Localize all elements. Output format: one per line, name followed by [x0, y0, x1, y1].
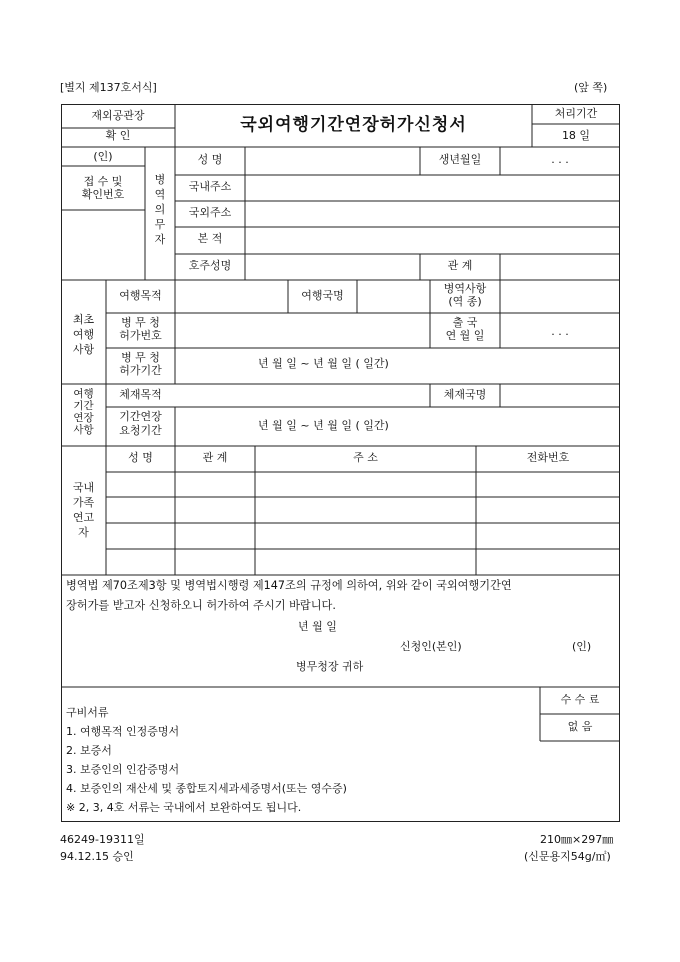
- stay-purpose-field[interactable]: [177, 386, 428, 405]
- permit-period-field[interactable]: 년 월 일 ~ 년 월 일 ( 일간): [258, 357, 389, 370]
- document-item: 4. 보증인의 재산세 및 종합토지세과세증명서(또는 영수증): [66, 782, 347, 795]
- name-label: 성 명: [197, 153, 223, 166]
- stay-country-field[interactable]: [502, 386, 618, 405]
- page-side: (앞 쪽): [574, 81, 608, 94]
- paper-size: 210㎜×297㎜: [540, 833, 614, 846]
- family-address-header: 주 소: [353, 451, 378, 464]
- document-item: 1. 여행목적 인정증명서: [66, 725, 180, 738]
- statement-line-2: 장허가를 받고자 신청하오니 허가하여 주시기 바랍니다.: [66, 599, 336, 612]
- extension-label: 기간연장: [119, 410, 162, 423]
- departure-label: 출 국: [452, 316, 478, 329]
- travel-country-field[interactable]: [359, 282, 428, 311]
- household-head-label: 호주성명: [188, 259, 232, 272]
- family-row[interactable]: [108, 499, 618, 521]
- statement-line-1: 병역법 제70조제3항 및 병역법시행령 제147조의 규정에 의하여, 위와 같이 국외여행기간연: [66, 579, 512, 592]
- document-note: ※ 2, 3, 4호 서류는 국내에서 보완하여도 됩니다.: [66, 801, 302, 814]
- initial-travel-section-label: 최초 여행 사항: [72, 313, 95, 356]
- processing-period-value: 18 일: [561, 129, 591, 142]
- travel-purpose-field[interactable]: [177, 282, 286, 311]
- processing-period-label: 처리기간: [554, 107, 598, 120]
- requested-period-field[interactable]: 년 월 일 ~ 년 월 일 ( 일간): [258, 419, 389, 432]
- departure-date-label: 연 월 일: [445, 329, 485, 342]
- applicant-signature-label: 신청인(본인): [400, 640, 462, 653]
- consul-confirm-label: 확 인: [105, 129, 131, 142]
- application-date[interactable]: 년 월 일: [298, 620, 337, 633]
- requested-period-label: 요청기간: [119, 424, 162, 437]
- consul-seal: (인): [93, 150, 113, 163]
- military-status-field[interactable]: [502, 282, 618, 311]
- receipt-label: 접 수 및: [83, 175, 123, 188]
- departure-date-field[interactable]: . . .: [551, 325, 569, 338]
- required-documents-title: 구비서류: [66, 706, 109, 719]
- document-item: 3. 보증인의 인감증명서: [66, 763, 180, 776]
- household-head-field[interactable]: [248, 256, 418, 278]
- relation-label: 관 계: [447, 259, 473, 272]
- domestic-address-field[interactable]: [248, 177, 618, 199]
- paper-type: (신문용지54g/㎡): [524, 850, 611, 863]
- dob-label: 생년월일: [438, 153, 482, 166]
- relation-field[interactable]: [502, 256, 618, 278]
- form-code: 46249-19311일: [60, 833, 145, 846]
- overseas-address-field[interactable]: [248, 203, 618, 225]
- fee-value: 없 음: [567, 720, 593, 733]
- dob-field[interactable]: . . .: [551, 153, 569, 166]
- domicile-field[interactable]: [248, 229, 618, 252]
- military-status-label: 병역사항: [443, 282, 487, 295]
- form-reference: [별지 제137호서식]: [60, 81, 157, 94]
- domestic-address-label: 국내주소: [188, 180, 232, 193]
- extension-section-label: 여행 기간 연장 사항: [73, 388, 94, 436]
- consul-label: 재외공관장: [91, 109, 145, 122]
- receipt-number-label: 확인번호: [81, 188, 125, 201]
- military-obligor-label: 병 역 의 무 자: [154, 173, 166, 246]
- family-row[interactable]: [108, 551, 618, 573]
- travel-purpose-label: 여행목적: [119, 289, 162, 302]
- travel-country-label: 여행국명: [301, 289, 344, 302]
- family-row[interactable]: [108, 525, 618, 547]
- permit-number-field[interactable]: [177, 315, 428, 346]
- family-phone-header: 전화번호: [526, 451, 570, 464]
- approval-date: 94.12.15 승인: [60, 850, 134, 863]
- military-type-label: (역 종): [448, 295, 482, 308]
- addressee: 병무청장 귀하: [296, 660, 364, 673]
- applicant-seal[interactable]: (인): [572, 640, 592, 653]
- mma-label: 병 무 청: [121, 316, 160, 329]
- name-field[interactable]: [248, 149, 418, 173]
- family-name-header: 성 명: [128, 451, 153, 464]
- stay-country-label: 체재국명: [443, 388, 487, 401]
- fee-label: 수 수 료: [560, 693, 600, 706]
- family-relation-header: 관 계: [202, 451, 228, 464]
- family-row[interactable]: [108, 474, 618, 495]
- mma-period-label: 병 무 청: [121, 351, 160, 364]
- stay-purpose-label: 체재목적: [119, 388, 162, 401]
- permit-number-label: 허가번호: [119, 329, 162, 342]
- form-title: 국외여행기간연장허가신청서: [240, 115, 467, 135]
- family-section-label: 국내 가족 연고 자: [72, 481, 95, 539]
- overseas-address-label: 국외주소: [188, 206, 232, 219]
- permit-period-label: 허가기간: [119, 364, 162, 377]
- domicile-label: 본 적: [197, 232, 223, 245]
- document-item: 2. 보증서: [66, 744, 112, 757]
